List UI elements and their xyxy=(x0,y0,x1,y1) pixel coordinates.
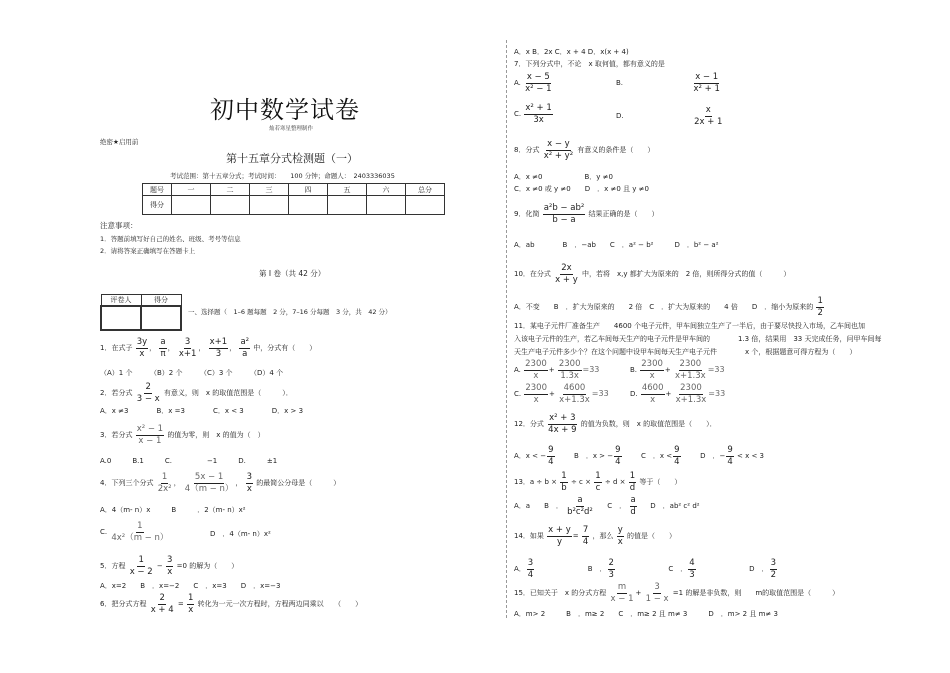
fraction: $\frac{a}{\pi}$ xyxy=(160,337,166,359)
score-header: 五 xyxy=(328,184,367,196)
fraction: $\frac{1}{2}$ xyxy=(817,296,823,318)
fraction: $\frac{x - y}{\text{x² + y²}}$ xyxy=(543,139,574,161)
fraction: $\frac{3}{x}$ xyxy=(246,472,253,494)
fraction: $\frac{x+1}{3}$ xyxy=(209,337,228,359)
q2-options: A．x ≠3 B．x =3 C．x < 3 D．x > 3 xyxy=(100,407,304,415)
q4-option-d: D ．4（m- n）x² xyxy=(210,530,271,538)
q5-options: A．x=2 B ．x=−2 C ．x=3 D ．x=−3 xyxy=(100,582,281,590)
q8-options-cd: C．x ≠0 或 y ≠0 D ．x ≠0 且 y ≠0 xyxy=(514,185,649,193)
q-stem: 中，分式有（ ） xyxy=(253,344,317,352)
question-13: 13．a ÷ b × $\frac{1}{b}$ ÷ c × $\frac{1}{c}$ ÷ d × $\frac{1}{d}$ 等于（ ） xyxy=(514,471,682,493)
score-cell[interactable] xyxy=(250,196,289,215)
notes-title: 注意事项： xyxy=(100,221,138,230)
fraction: $\frac{2}{3 - x}$ xyxy=(136,382,160,404)
question-12: 12．分式 $\frac{\text{x² + 3}}{4x + 9}$ 的值为负数，则 x 的取值范围是（ ）． xyxy=(514,413,717,435)
score-cell[interactable] xyxy=(328,196,367,215)
q-stem: 1．在式子 xyxy=(100,344,133,352)
secret-mark: 绝密★启用前 xyxy=(100,138,139,146)
grader-header: 得分 xyxy=(141,295,181,307)
score-header: 二 xyxy=(211,184,250,196)
score-cell[interactable] xyxy=(211,196,250,215)
fraction: $\frac{3}{x+1}$ xyxy=(178,337,197,359)
q4-options-ab: A．4（m- n）x B ．2（m- n）x² xyxy=(100,506,246,514)
maker-note: 灿若寒星整理制作 xyxy=(269,126,314,132)
fraction: $\frac{1}{x - 2}$ xyxy=(129,555,153,577)
q15-options: A．m> 2 B ．m≥ 2 C ．m≥ 2 且 m≠ 3 D ．m> 2 且 m≠ 3 xyxy=(514,610,778,618)
question-6: 6．把分式方程 $\frac{2}{x + 4}$ = $\frac{1}{x}$ 转化为一元一次方程时，方程两边同乘以 （ ） xyxy=(100,593,363,615)
score-header: 四 xyxy=(289,184,328,196)
q7-option-c: C. $\frac{\text{x² + 1}}{3x}$ xyxy=(514,103,552,125)
grader-cell[interactable] xyxy=(141,306,181,330)
score-cell[interactable] xyxy=(172,196,211,215)
note-item: 1．答题前填写好自己的姓名、班级、考号等信息 xyxy=(100,235,241,243)
question-11-line2: 入该电子元件的生产，若乙车间每天生产的电子元件是甲车间的 1.3 倍，结果用 33 天完成任务，问甲车间每 xyxy=(514,335,882,343)
question-11-line3: 天生产电子元件多少个？在这个问题中设甲车间每天生产电子元件 x 个，根据题意可得方程为（ ） xyxy=(514,348,857,356)
q11-option-a: A. $\frac{2300}{x}$ + $\frac{2300}{1.3x}$ =33 xyxy=(514,359,600,381)
fraction: $\frac{5x - 1}{4(m - n)}$ xyxy=(184,472,234,494)
fraction: $\frac{x - 5}{\text{x² − 1}}$ xyxy=(525,72,552,94)
question-7: 7．下列分式中，不论 x 取何值，都有意义的是 xyxy=(514,60,665,68)
q11-option-c: C. $\frac{2300}{x}$ + $\frac{4600}{x+1.3x}$ =33 xyxy=(514,383,609,405)
fraction: $\frac{1}{x}$ xyxy=(188,593,194,615)
question-4: 4．下列三个分式 $\frac{1}{\text{2x²}}$ ， $\frac{5x - 1}{4(m - n)}$ ， $\frac{3}{x}$ 的最简公分母是（ ） xyxy=(100,472,341,494)
question-8: 8．分式 $\frac{x - y}{\text{x² + y²}}$ 有意义的条件是（ ） xyxy=(514,139,655,161)
question-5: 5．方程 $\frac{1}{x - 2}$ − $\frac{3}{x}$ =0 的解为（ ） xyxy=(100,555,239,577)
fraction: $\frac{\text{x² + 3}}{4x + 9}$ xyxy=(548,413,577,435)
score-header: 六 xyxy=(367,184,406,196)
score-row-label: 得分 xyxy=(143,196,172,215)
part1-title: 第 I 卷（共 42 分） xyxy=(259,269,326,278)
q11-option-b: B. $\frac{2300}{x}$ + $\frac{2300}{x+1.3x}$ =33 xyxy=(630,359,725,381)
score-cell[interactable] xyxy=(367,196,406,215)
note-item: 2．请将答案正确填写在答题卡上 xyxy=(100,247,196,255)
question-3: 3．若分式 $\frac{\text{x² − 1}}{x - 1}$ 的值为零，则 x 的值为（ ） xyxy=(100,424,265,446)
fraction: $\frac{\text{x² − 1}}{x - 1}$ xyxy=(136,424,164,446)
q4-option-c: C. $\frac{1}{\text{4x²（m − n）}}$ xyxy=(100,521,169,543)
fraction: $\frac{2x}{x + y}$ xyxy=(555,263,578,285)
question-14: 14．如果 $\frac{x + y}{y}$ = $\frac{7}{4}$ ，那么 $\frac{y}{x}$ 的值是（ ） xyxy=(514,525,677,547)
q7-option-b: B. $\frac{x - 1}{\text{x² + 1}}$ xyxy=(616,72,720,94)
fraction: $\frac{2}{x + 4}$ xyxy=(150,593,174,615)
fraction: $\frac{1}{\text{2x²}}$ xyxy=(157,472,172,494)
q9-options: A．ab B ．−ab C ．a² − b² D ．b² − a² xyxy=(514,241,719,249)
score-header: 三 xyxy=(250,184,289,196)
grader-table xyxy=(100,294,182,331)
fraction: $\frac{\text{a²}}{a}$ xyxy=(240,337,250,359)
question-10: 10．在分式 $\frac{2x}{x + y}$ 中，若将 x,y 都扩大为原来的 2 倍，则所得分式的值（ ） xyxy=(514,263,791,285)
chapter-title: 第十五章分式检测题（一） xyxy=(226,152,358,165)
q13-options: A．a B ． $\frac{a}{\text{b²c²d²}}$ C ． $\frac{a}{d}$ D ．ab² c² d² xyxy=(514,495,700,517)
score-header: 一 xyxy=(172,184,211,196)
section-heading: 一、选择题（ 1–6 题每题 2 分，7–16 分每题 3 分，共 42 分） xyxy=(188,308,392,316)
q3-options: A.0 B.1 C. −1 D. ±1 xyxy=(100,457,278,465)
question-15: 15．已知关于 x 的分式方程 $\frac{m}{x - 1}$ + $\frac{3}{1 - x}$ =1 的解是非负数，则 m的取值范围是（ ） xyxy=(514,582,840,604)
q7-option-a: A. $\frac{x - 5}{\text{x² − 1}}$ xyxy=(514,72,552,94)
fraction: $\frac{\text{a²b − ab²}}{b - a}$ xyxy=(543,203,585,225)
fraction: $\frac{\text{x² + 1}}{3x}$ xyxy=(525,103,552,125)
score-header: 题号 xyxy=(143,184,172,196)
score-table xyxy=(142,183,445,215)
column-divider xyxy=(506,40,507,618)
q8-options-ab: A．x ≠0 B．y ≠0 xyxy=(514,173,613,181)
fraction: $\frac{x}{2x + 1}$ xyxy=(694,105,723,127)
score-header: 总分 xyxy=(406,184,445,196)
q10-options: A．不变 B ．扩大为原来的 2 倍 C ．扩大为原来的 4 倍 D ．缩小为原来的 $\frac{1}{2}$ xyxy=(514,296,823,318)
score-cell[interactable] xyxy=(289,196,328,215)
grader-cell[interactable] xyxy=(101,306,141,330)
fraction: $\frac{3}{x}$ xyxy=(167,555,173,577)
fraction: $\frac{1}{\text{4x²（m − n）}}$ xyxy=(111,521,169,543)
q12-options: A．x < − $\frac{9}{4}$ B ．x > − $\frac{9}{4}$ C ．x < $\frac{9}{4}$ D ．− $\frac{9}{4}$ < x < 3 xyxy=(514,445,764,467)
question-11: 11．某电子元件厂准备生产 4600 个电子元件，甲车间独立生产了一半后，由于要尽快投入市场，乙车间也加 xyxy=(514,322,865,330)
question-2: 2．若分式 $\frac{2}{3 - x}$ 有意义，则 x 的取值范围是（ ）． xyxy=(100,382,293,404)
q14-options: A． $\frac{3}{4}$ B ． $\frac{2}{3}$ C ． $\frac{4}{3}$ D ． $\frac{3}{2}$ xyxy=(514,558,776,580)
exam-info: 考试范围：第十五章分式；考试时间： 100 分钟；命题人： 2403336035 xyxy=(170,172,395,180)
fraction: $\frac{3y}{x}$ xyxy=(136,337,148,359)
question-1: 1．在式子 $\frac{3y}{x}$ ， $\frac{a}{\pi}$ ， $\frac{3}{x+1}$ ， $\frac{x+1}{3}$ ， $\frac{\text{a²}}{a}$ 中，分式有（ ） xyxy=(100,337,317,359)
q7-option-d: D. $\frac{x}{2x + 1}$ xyxy=(616,105,723,127)
exam-title: 初中数学试卷 xyxy=(210,96,360,124)
q1-options: （A）1 个 （B）2 个 （C）3 个 （D）4 个 xyxy=(100,369,284,377)
fraction: $\frac{x - 1}{\text{x² + 1}}$ xyxy=(693,72,720,94)
q11-option-d: D. $\frac{4600}{x}$ + $\frac{2300}{x+1.3x}$ =33 xyxy=(630,383,726,405)
question-9: 9．化简 $\frac{\text{a²b − ab²}}{b - a}$ 结果正确的是（ ） xyxy=(514,203,659,225)
grader-header: 评卷人 xyxy=(101,295,141,307)
score-cell[interactable] xyxy=(406,196,445,215)
q6-options: A．x B．2x C．x + 4 D．x(x + 4) xyxy=(514,48,629,56)
